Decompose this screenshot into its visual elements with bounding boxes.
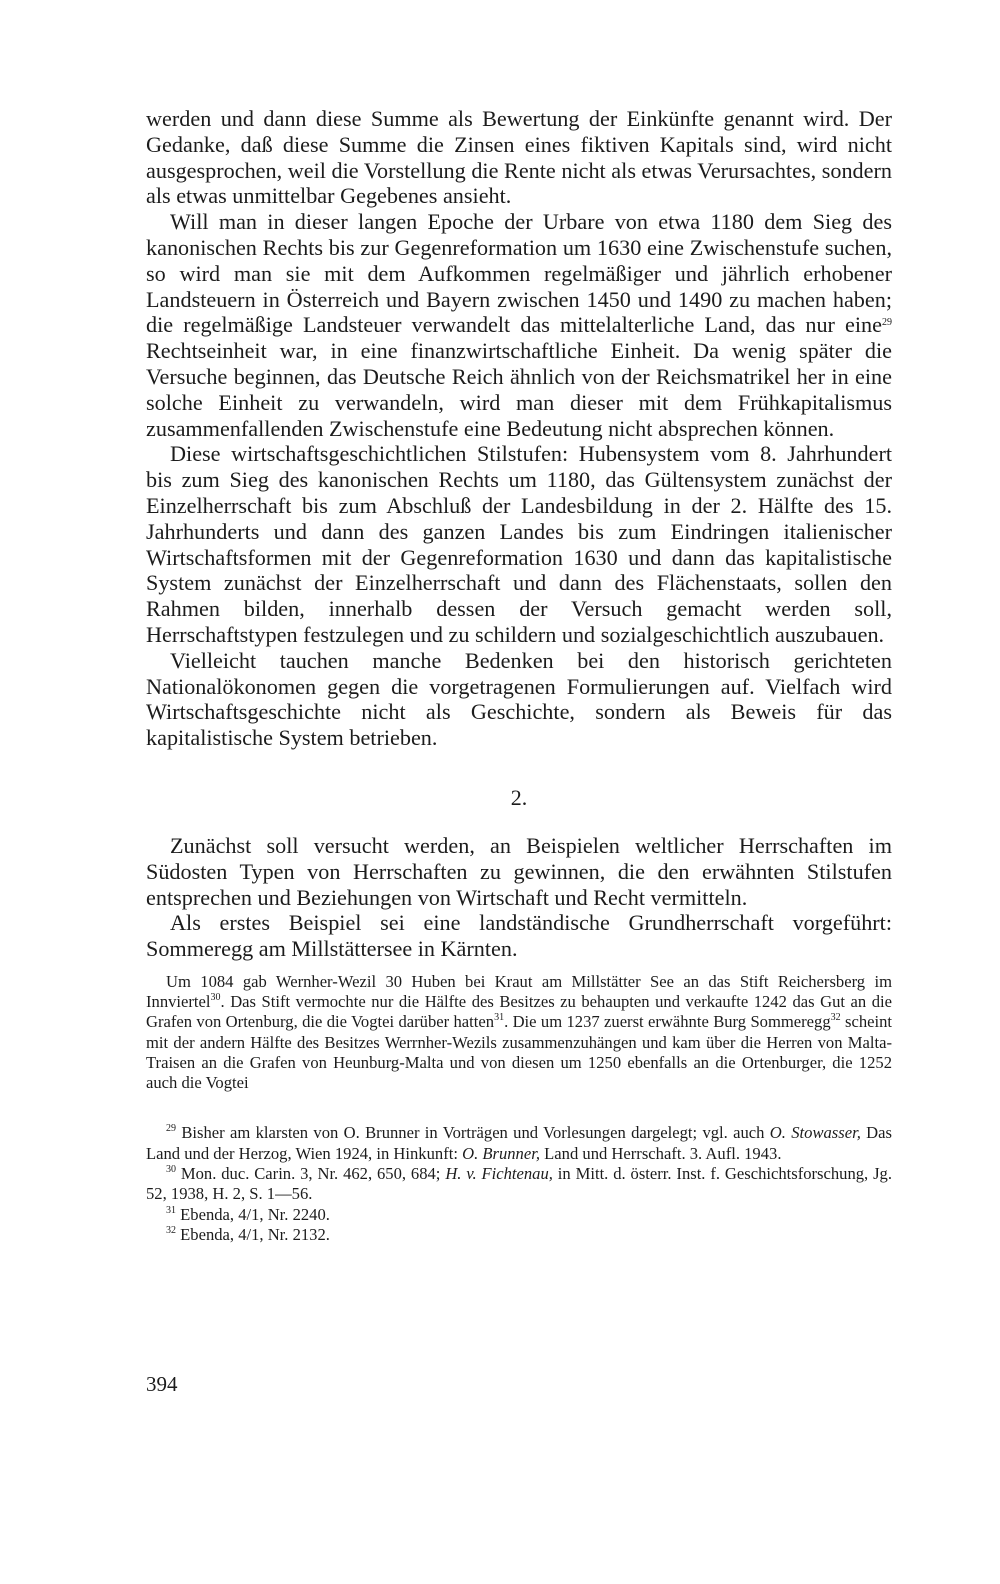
- paragraph: Zunächst soll versucht werden, an Beispielen weltlicher Herrschaften im Südosten Typen von Herrschaften zu gewinnen, die den erwähnten Stilstufen entsprechen und Beziehungen von Wirtschaft und Recht vermitteln.: [146, 832, 892, 910]
- small-print-paragraph: [146, 972, 892, 1093]
- footnote-text: Ebenda, 4/1, Nr. 2132.: [176, 1225, 330, 1245]
- footnote-ref[interactable]: 29: [882, 317, 892, 329]
- section-heading: 2.: [510, 784, 528, 810]
- footnote-number: 30: [166, 1163, 176, 1175]
- footnote-31: [146, 1205, 892, 1225]
- footnote-text: Bisher am klarsten von O. Brunner in Vorträgen und Vorlesungen dargelegt; vgl. auch: [176, 1123, 770, 1143]
- paragraph: Als erstes Beispiel sei eine landständische Grundherrschaft vorgeführt: Sommeregg am Millstättersee in Kärnten.: [146, 910, 892, 962]
- footnote-text: Land und Herrschaft. 3. Aufl. 1943.: [540, 1143, 782, 1163]
- footnote-ref[interactable]: 31: [494, 1012, 505, 1024]
- paragraph: [146, 209, 892, 441]
- footnote-text: in Mitt. d. österr. Inst. f. Geschichtsforschung, Jg. 52, 1938, H. 2, S. 1—56.: [146, 1163, 892, 1204]
- footnote-ref[interactable]: 30: [210, 992, 221, 1004]
- footnote-29: [146, 1123, 892, 1164]
- footnote-30: [146, 1164, 892, 1205]
- paragraph-text: Rechtseinheit war, in eine finanzwirtschaftliche Einheit. Da wenig später die Versuche beginnen, das Deutsche Reich ähnlich von der Reichsmatrikel her in eine solche Einheit zu verwandeln, wird man dieser mit dem Frühkapitalismus zusammenfallenden Zwischenstufe eine Bedeutung nicht absprechen können.: [146, 338, 892, 441]
- footnote-text: Das Land und der Herzog, Wien 1924, in Hinkunft:: [146, 1123, 892, 1163]
- small-text: scheint mit der andern Hälfte des Besitzes Werrnher-Wezils zusammenzuhängen und kam über die Herren von Malta-Traisen an die Grafen von Heunburg-Malta und von diesen um 1250 ebenfalls an die Ortenburger, die 1252 auch die Vogtei: [146, 1012, 893, 1092]
- paragraph: werden und dann diese Summe als Bewertung der Einkünfte genannt wird. Der Gedanke, daß diese Summe die Zinsen eines fiktiven Kapitals sind, wird nicht ausgesprochen, weil die Vorstellung die Rente nicht als etwas Verursachtes, sondern als etwas unmittelbar Gegebenes ansieht.: [146, 106, 892, 209]
- footnote-text: Ebenda, 4/1, Nr. 2240.: [176, 1204, 330, 1224]
- footnote-author: H. v. Fichtenau,: [445, 1163, 553, 1183]
- footnote-author: O. Brunner,: [462, 1143, 540, 1163]
- paragraph: Vielleicht tauchen manche Bedenken bei den historisch gerichteten Nationalökonomen gegen die vorgetragenen Formulierungen auf. Vielfach wird Wirtschaftsgeschichte nicht als Geschichte, sondern als Beweis für das kapitalistische System betrieben.: [146, 647, 892, 751]
- footnote-number: 31: [166, 1204, 176, 1216]
- footnote-number: 32: [166, 1225, 176, 1237]
- footnote-text: Mon. duc. Carin. 3, Nr. 462, 650, 684;: [176, 1163, 446, 1183]
- footnotes: [146, 1123, 892, 1245]
- paragraph-text: Will man in dieser langen Epoche der Urbare von etwa 1180 dem Sieg des kanonischen Rechts bis zur Gegenreformation um 1630 eine Zwischenstufe suchen, so wird man sie mit dem Aufkommen regelmäßiger und jährlich erhobener Landsteuern in Österreich und Bayern zwischen 1450 und 1490 zu machen haben; die regelmäßige Landsteuer verwandelt das mittelalterliche Land, das nur eine: [146, 209, 892, 338]
- small-text: . Die um 1237 zuerst erwähnte Burg Sommeregg: [504, 1012, 831, 1032]
- footnote-author: O. Stowasser,: [769, 1123, 861, 1143]
- footnote-number: 29: [166, 1123, 176, 1135]
- footnote-ref[interactable]: 32: [830, 1012, 841, 1024]
- paragraph: Diese wirtschaftsgeschichtlichen Stilstufen: Hubensystem vom 8. Jahrhundert bis zum Sieg des kanonischen Rechts um 1180, das Gültensystem zunächst der Einzelherrschaft bis zum Abschluß der Landesbildung in der 2. Hälfte des 15. Jahrhunderts und dann des ganzen Landes bis zum Eindringen italienischer Wirtschaftsformen mit der Gegenreformation 1630 und dann das kapitalistische System zunächst der Einzelherrschaft und dann des Flächenstaats, sollen den Rahmen bilden, innerhalb dessen der Versuch gemacht werden soll, Herrschaftstypen festzulegen und zu schildern und sozialgeschichtlich auszubauen.: [146, 441, 892, 647]
- page-number: 394: [146, 1372, 178, 1396]
- small-text: Um 1084 gab Wernher-Wezil 30 Huben bei Kraut am Millstätter See an das Stift Reichersberg im Innviertel: [146, 971, 892, 1012]
- small-text: . Das Stift vermochte nur die Hälfte des Besitzes zu behaupten und verkaufte 1242 das Gut an die Grafen von Ortenburg, die die Vogtei darüber hatten: [146, 992, 892, 1032]
- page-content: [146, 106, 892, 1246]
- footnote-32: [146, 1225, 892, 1245]
